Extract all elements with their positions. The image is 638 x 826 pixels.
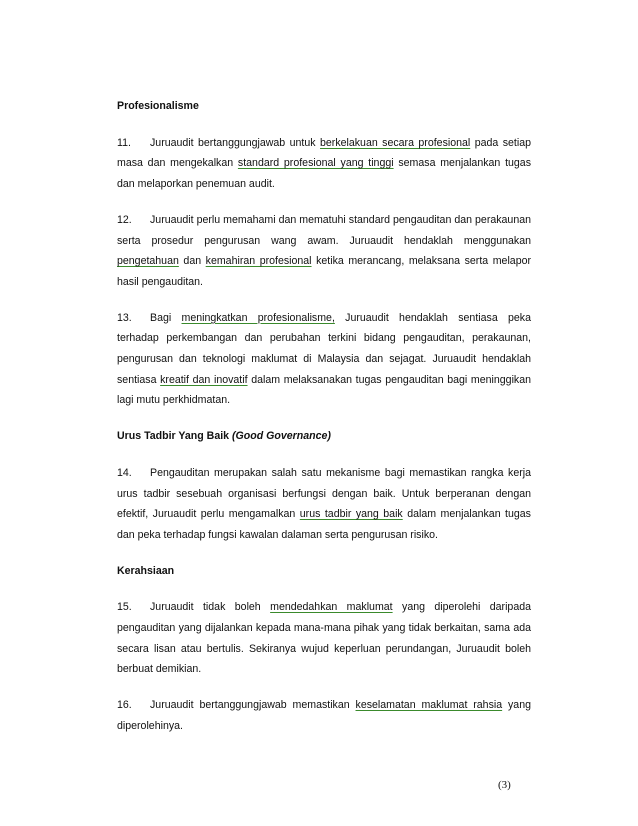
underlined-phrase: kreatif dan inovatif: [160, 373, 248, 386]
paragraph-14: [117, 463, 531, 546]
heading-kerahsiaan: Kerahsiaan: [117, 564, 175, 577]
underlined-phrase: berkelakuan secara profesional: [320, 136, 471, 149]
paragraph-text: Juruaudit bertanggungjawab memastikan: [150, 699, 356, 712]
paragraph-text: yang diperolehinya.: [117, 699, 531, 732]
paragraph-11: [117, 133, 531, 195]
paragraph-text: Pengauditan merupakan salah satu mekanisme bagi memastikan rangka kerja urus tadbir sesebuah organisasi berfungsi dengan baik. Untuk berperanan dengan efektif, Juruaudit perlu mengamalkan: [117, 466, 531, 521]
underlined-phrase: keselamatan maklumat rahsia: [355, 699, 503, 712]
underlined-phrase: mendedahkan maklumat: [270, 601, 393, 614]
heading-urus-tadbir: [117, 426, 531, 447]
underlined-phrase: pengetahuan: [117, 255, 179, 268]
paragraph-text: semasa menjalankan tugas dan melaporkan penemuan audit.: [117, 157, 531, 191]
paragraph-text: Juruaudit perlu memahami dan mematuhi standard pengauditan dan perakaunan serta prosedur pengurusan wang awam. Juruaudit hendaklah menggunakan: [117, 213, 531, 247]
underlined-phrase: kemahiran profesional: [205, 255, 312, 268]
paragraph-text: dan: [178, 255, 206, 268]
paragraph-number: 11.: [117, 136, 131, 149]
paragraph-number: 16.: [117, 699, 132, 712]
paragraph-16: [117, 695, 531, 736]
underlined-phrase: standard profesional yang tinggi: [237, 157, 394, 170]
paragraph-number: 14.: [117, 466, 132, 479]
paragraph-text: dalam melaksanakan tugas pengauditan bagi meninggikan lagi mutu perkhidmatan.: [117, 373, 532, 407]
paragraph-text: Juruaudit hendaklah sentiasa peka terhadap perkembangan dan perubahan terkini bidang pengauditan, perakaunan, pengurusan dan teknologi maklumat di Malaysia dan sejagat. Juruaudit hendaklah sentiasa: [117, 311, 531, 386]
paragraph-text: yang diperolehi daripada pengauditan yang dijalankan kepada mana-mana pihak yang tidak berkaitan, sama ada secara lisan atau bertulis. Sekiranya wujud keperluan perundangan, Juruaudit boleh berbuat demikian.: [117, 601, 531, 676]
paragraph-text: Juruaudit bertanggungjawab untuk: [150, 136, 321, 149]
heading-english-text: (Good Governance): [232, 430, 331, 443]
paragraph-text: Bagi: [150, 311, 182, 324]
underlined-phrase: meningkatkan profesionalisme,: [181, 311, 335, 324]
paragraph-text: dalam menjalankan tugas dan peka terhadap fungsi kawalan dalaman serta pengurusan risiko.: [117, 508, 531, 541]
page-number: (3): [498, 779, 511, 791]
paragraph-13: [117, 308, 531, 412]
paragraph-number: 15.: [117, 601, 132, 614]
paragraph-12: [117, 210, 531, 293]
paragraph-text: pada setiap masa dan mengekalkan: [117, 136, 531, 170]
underlined-phrase: urus tadbir yang baik: [299, 508, 403, 521]
paragraph-text: Juruaudit tidak boleh: [150, 601, 271, 614]
paragraph-text: ketika merancang, melaksana serta melapor hasil pengauditan.: [117, 255, 532, 288]
paragraph-15: [117, 597, 531, 680]
heading-text: Urus Tadbir Yang Baik: [117, 430, 230, 443]
heading-profesionalisme: Profesionalisme: [117, 100, 199, 112]
document-body: [117, 96, 531, 752]
paragraph-number: 12.: [117, 213, 132, 226]
paragraph-number: 13.: [117, 311, 132, 324]
